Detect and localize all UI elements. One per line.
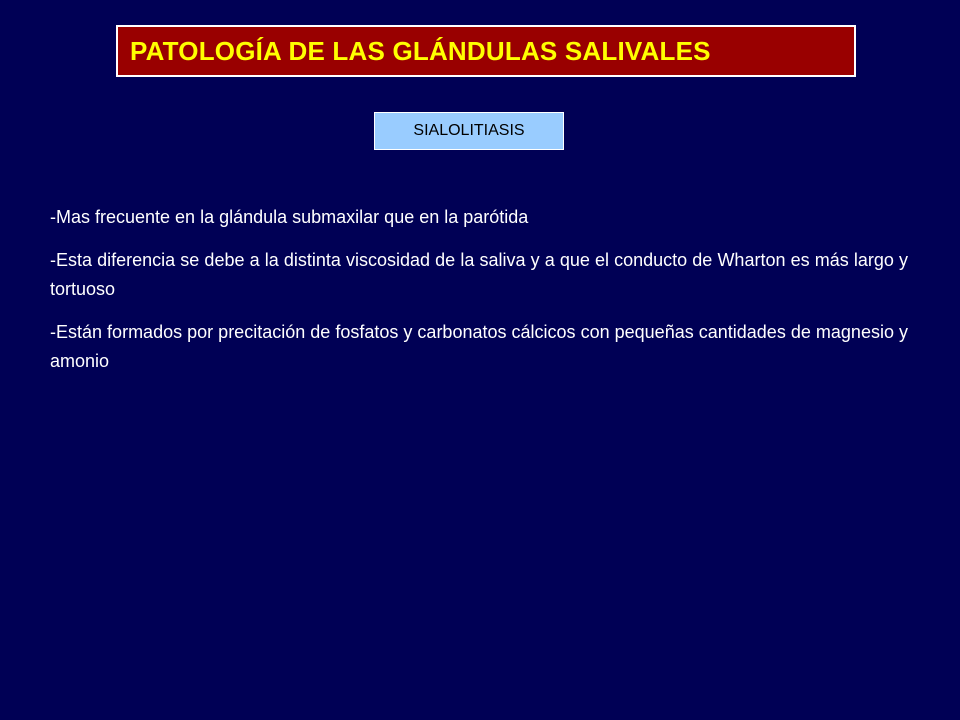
section-label: SIALOLITIASIS (413, 122, 525, 139)
slide-title-box (116, 25, 856, 77)
slide-title: PATOLOGÍA DE LAS GLÁNDULAS SALIVALES (130, 35, 711, 66)
paragraph-composition: -Están formados por precitación de fosfatos y carbonatos cálcicos con pequeñas cantidades de magnesio y amonio (50, 322, 908, 371)
section-label-box (374, 112, 564, 150)
paragraph-frequency: -Mas frecuente en la glándula submaxilar que en la parótida (50, 207, 529, 227)
paragraph-difference: -Esta diferencia se debe a la distinta viscosidad de la saliva y a que el conducto de Wharton es más largo y tortuoso (50, 250, 908, 299)
slide-body (50, 203, 908, 390)
